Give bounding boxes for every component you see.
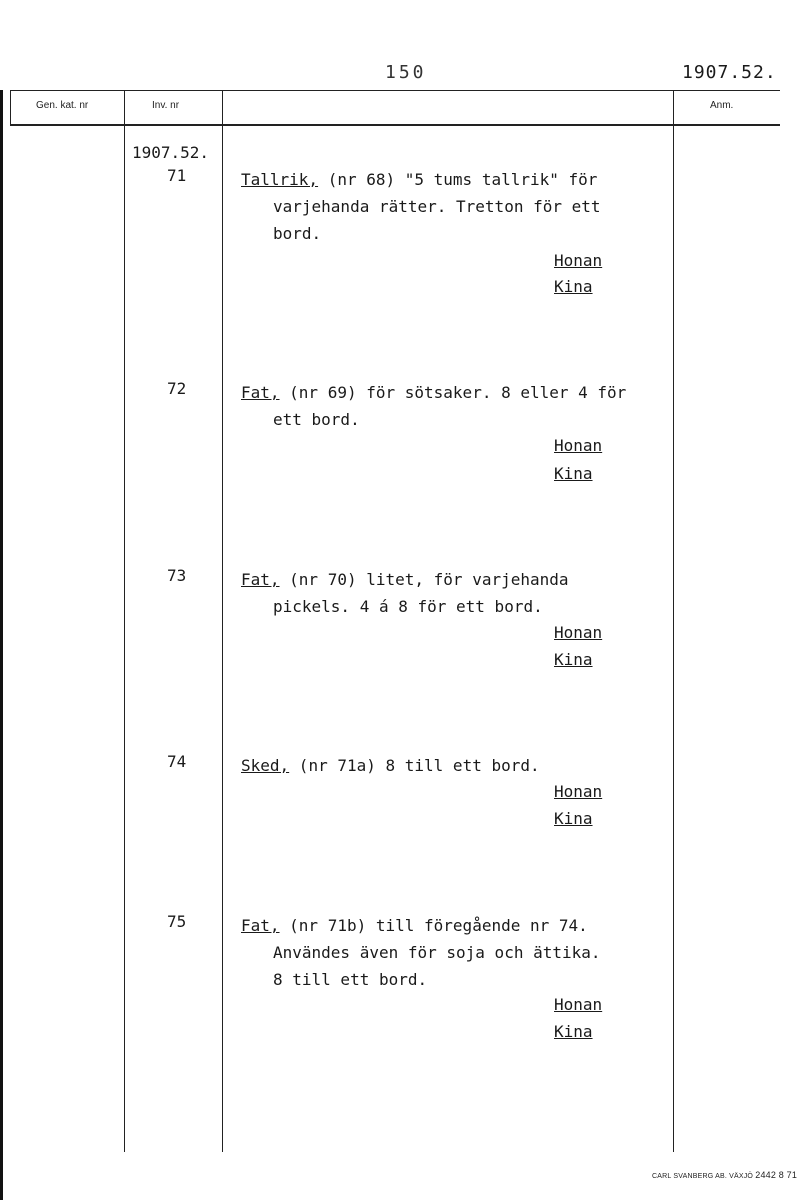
page-number: 150 [385,62,427,83]
entry-description-72 [241,379,626,433]
inventory-number-74: 74 [167,752,187,771]
entry-description-75 [241,912,601,993]
origin-province: Honan [554,251,603,270]
divider-inv-desc [222,90,223,1152]
divider-desc-anm [673,90,674,1152]
entry-description-74 [241,752,540,779]
entry-description-71 [241,166,601,247]
column-heading-gen-kat-nr: Gen. kat. nr [36,100,89,111]
inventory-number-71: 71 [167,166,187,185]
entry-description-73 [241,566,569,620]
origin-country: Kina [554,277,593,296]
description-line: (nr 70) litet, för varjehanda [279,570,569,589]
description-line: (nr 69) för sötsaker. 8 eller 4 för [279,383,627,402]
description-line: pickels. 4 á 8 för ett bord. [273,597,543,616]
inventory-number-72: 72 [167,379,187,398]
catalog-number: 1907.52. [682,62,777,83]
form-code: 2442 8 71 [755,1170,797,1180]
item-name: Fat, [241,570,280,589]
inventory-prefix: 1907.52. [132,143,210,162]
origin-country: Kina [554,650,593,669]
origin-province: Honan [554,782,603,801]
column-heading-anm: Anm. [710,100,734,111]
inventory-number-73: 73 [167,566,187,585]
description-line: (nr 71b) till föregående nr 74. [279,916,588,935]
item-name: Fat, [241,916,280,935]
printer-name: CARL SVANBERG AB. VÄXJÖ [652,1173,754,1180]
item-name: Sked, [241,756,290,775]
description-line: Användes även för soja och ättika. [273,943,601,962]
description-line: ett bord. [273,410,360,429]
column-heading-inv-nr: Inv. nr [152,100,180,111]
description-line: (nr 68) "5 tums tallrik" för [318,170,598,189]
origin-province: Honan [554,623,603,642]
item-name: Fat, [241,383,280,402]
origin-province: Honan [554,995,603,1014]
header-top-rule [10,90,780,91]
item-name: Tallrik, [241,170,319,189]
description-line: varjehanda rätter. Tretton för ett [273,197,601,216]
divider-gen-inv [124,90,125,1152]
description-line: 8 till ett bord. [273,970,428,989]
card-left-edge [0,90,3,1200]
header-left-rule [10,90,11,126]
header-bottom-rule [10,124,780,126]
origin-province: Honan [554,436,603,455]
origin-country: Kina [554,1022,593,1041]
printer-mark [652,1170,797,1180]
origin-country: Kina [554,809,593,828]
inventory-number-75: 75 [167,912,187,931]
origin-country: Kina [554,464,593,483]
description-line: (nr 71a) 8 till ett bord. [289,756,540,775]
description-line: bord. [273,224,322,243]
